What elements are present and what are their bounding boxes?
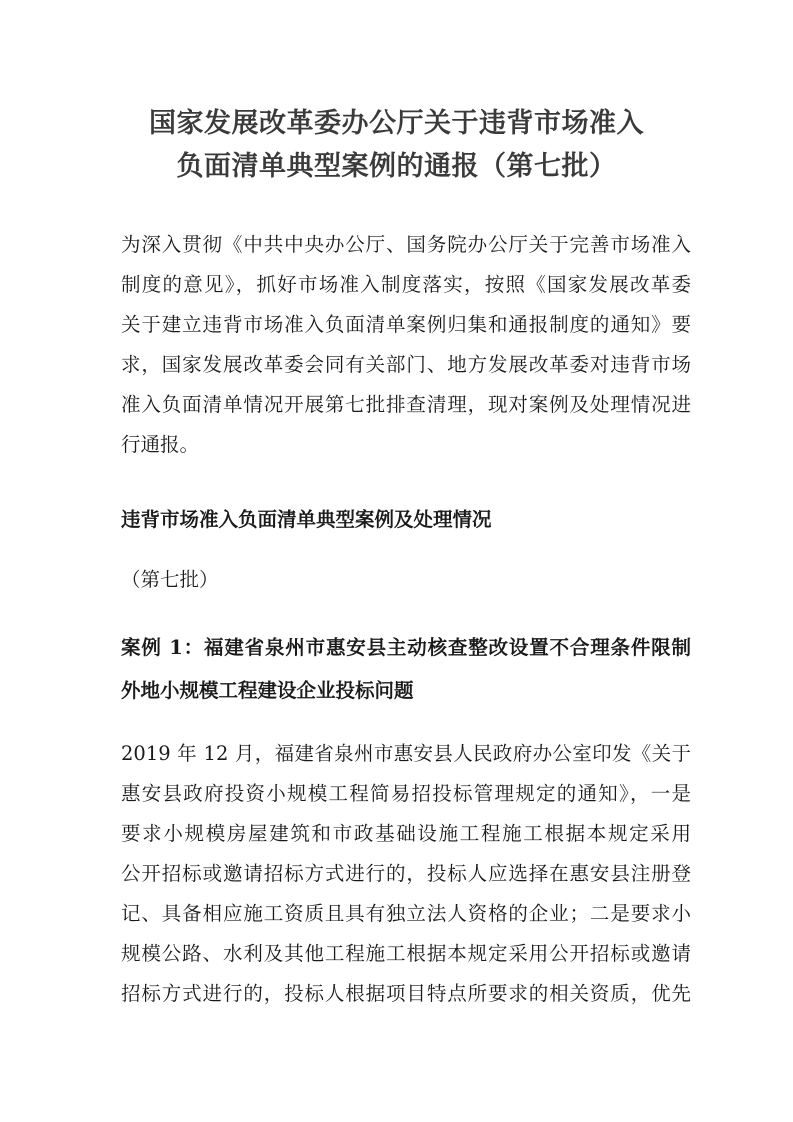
case-body-line: 要求小规模房屋建筑和市政基础设施工程施工根据本规定采用 — [121, 822, 691, 845]
case-body-line: 招标方式进行的，投标人根据项目特点所要求的相关资质，优先 — [121, 982, 691, 1005]
case-body-line: 惠安县政府投资小规模工程简易招投标管理规定的通知》，一是 — [121, 782, 691, 805]
case-title-line: 外地小规模工程建设企业投标问题 — [121, 679, 414, 702]
intro-line: 行通报。 — [121, 433, 200, 456]
intro-paragraph — [121, 225, 691, 465]
case-body-line: 公开招标或邀请招标方式进行的，投标人应选择在惠安县注册登 — [121, 862, 691, 885]
case-title-line: 案例 1：福建省泉州市惠安县主动核查整改设置不合理条件限制 — [121, 636, 691, 659]
batch-label: （第七批） — [121, 568, 219, 591]
intro-line: 制度的意见》，抓好市场准入制度落实，按照《国家发展改革委 — [121, 273, 691, 296]
document-title-line-2: 负面清单典型案例的通报（第七批） — [176, 151, 617, 182]
intro-line: 关于建立违背市场准入负面清单案例归集和通报制度的通知》要 — [121, 313, 691, 336]
intro-line: 准入负面清单情况开展第七批排查清理，现对案例及处理情况进 — [121, 393, 691, 416]
document-title-line-1: 国家发展改革委办公厅关于违背市场准入 — [149, 108, 644, 139]
case-body-line: 规模公路、水利及其他工程施工根据本规定采用公开招标或邀请 — [121, 942, 691, 965]
section-heading: 违背市场准入负面清单典型案例及处理情况 — [121, 508, 492, 531]
case-body-line: 记、具备相应施工资质且具有独立法人资格的企业；二是要求小 — [121, 902, 691, 925]
case-body-line: 2019 年 12 月，福建省泉州市惠安县人民政府办公室印发《关于 — [121, 742, 691, 765]
intro-line: 求，国家发展改革委会同有关部门、地方发展改革委对违背市场 — [121, 353, 691, 376]
case-body-paragraph — [121, 734, 691, 1014]
intro-line: 为深入贯彻《中共中央办公厅、国务院办公厅关于完善市场准入 — [121, 233, 691, 256]
case-title — [121, 626, 691, 712]
